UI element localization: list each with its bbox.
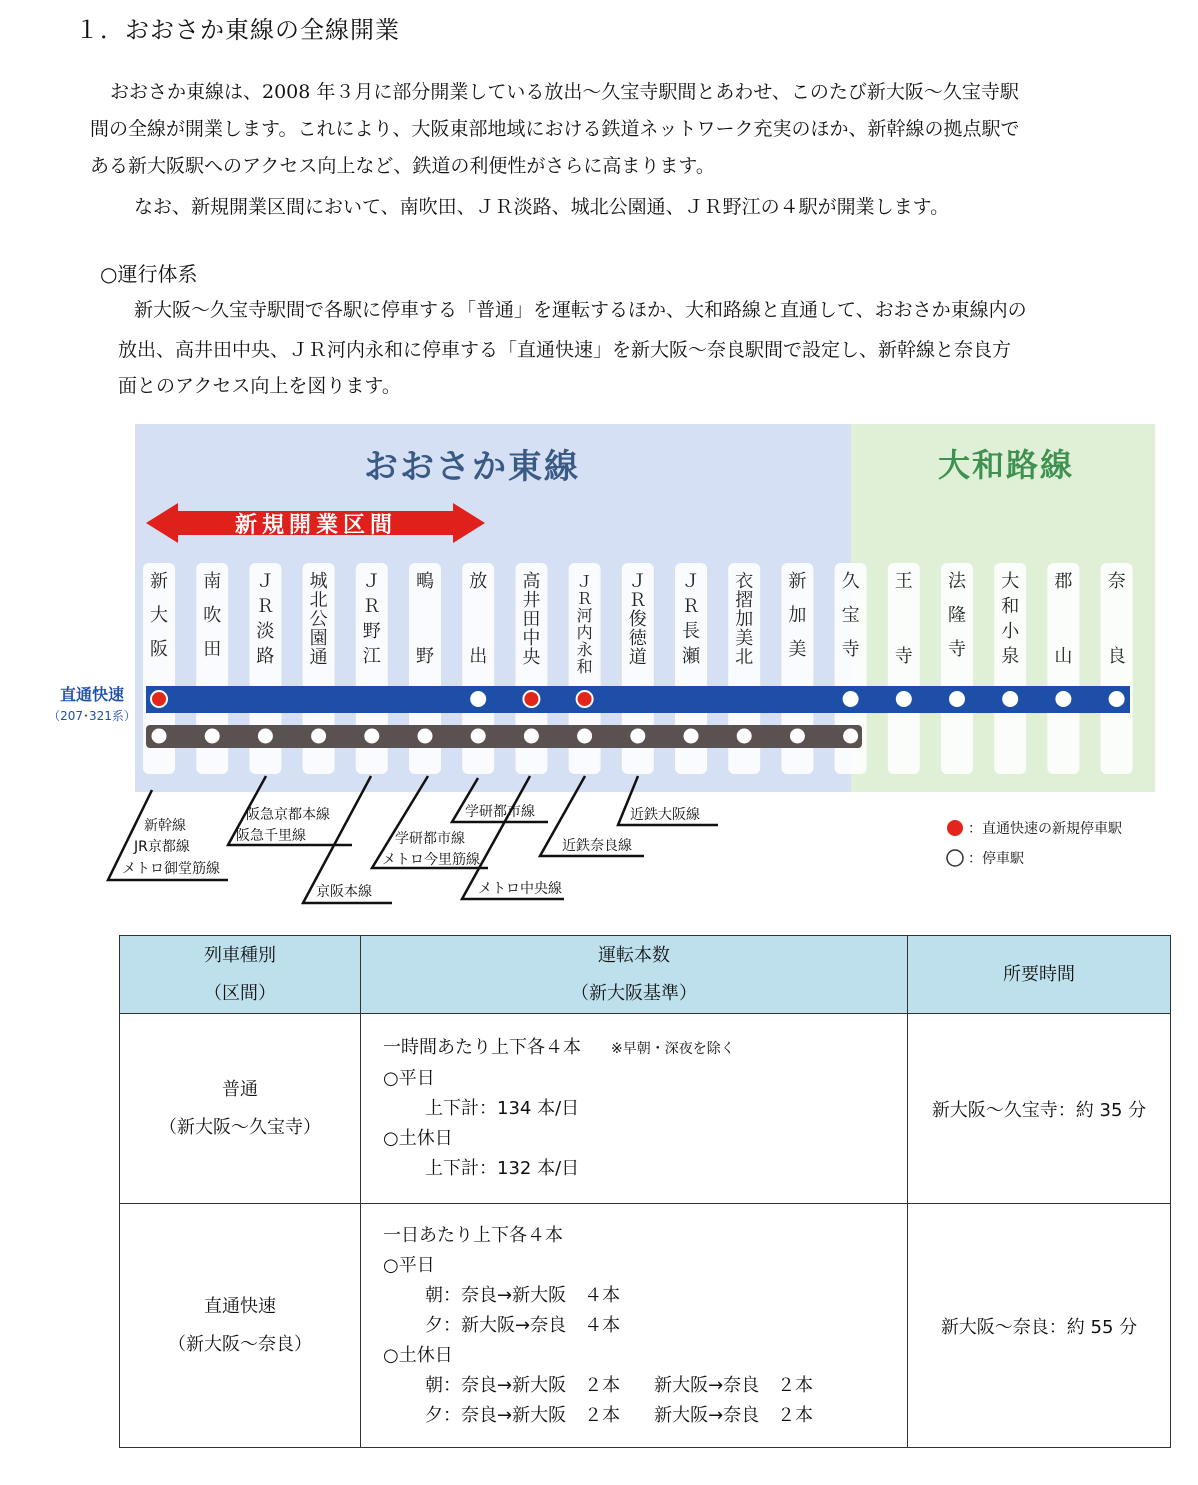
station-name-char: 和 xyxy=(1001,596,1020,617)
transfer-line-label: メトロ中央線 xyxy=(478,881,562,897)
line-title-yamatoji: 大和路線 xyxy=(937,446,1075,484)
section-line-2: 放出、高井田中央、ＪＲ河内永和に停車する「直通快速」を新大阪〜奈良駅間で設定し、新幹線と奈良方 xyxy=(118,339,1012,361)
table-row xyxy=(120,1014,1171,1204)
station-name-char: 通 xyxy=(309,647,328,668)
station-name-char: 山 xyxy=(1054,646,1073,667)
station-name-char: 泉 xyxy=(1001,646,1020,667)
row-type: 普通 （新大阪〜久宝寺） xyxy=(120,1014,361,1204)
station-name-char: 河 xyxy=(576,606,593,625)
station-name-char: 淡 xyxy=(256,621,275,642)
station-name-char: 良 xyxy=(1107,646,1126,667)
rapid-sublabel: （207･321系） xyxy=(48,709,136,723)
station-name-char: 園 xyxy=(309,628,328,649)
station-name-char: 北 xyxy=(735,647,754,668)
station-name-char: 寺 xyxy=(948,639,966,660)
operations-table xyxy=(119,935,1171,1448)
rapid-stop-marker xyxy=(1055,691,1071,707)
transfer-line-label: メトロ御堂筋線 xyxy=(122,861,220,877)
station-name-char: Ｊ xyxy=(576,572,593,591)
transfer-line-label: 学研都市線 xyxy=(395,831,465,847)
station-name-char: 阪 xyxy=(150,639,168,660)
rapid-label: 直通快速 xyxy=(59,685,125,704)
station-name-char: 野 xyxy=(362,621,381,642)
station-name-char: Ｒ xyxy=(362,596,381,617)
intro-line-1: おおさか東線は、2008 年３月に部分開業している放出〜久宝寺駅間とあわせ、このたび新大阪〜久宝寺駅 xyxy=(110,81,1019,103)
legend-new-stop-label: ：直通快速の新規停車駅 xyxy=(968,821,1122,837)
local-stop-marker xyxy=(843,729,858,744)
section-title: ○運行体系 xyxy=(100,262,198,286)
header-runs: 運転本数 （新大阪基準） xyxy=(361,936,908,1014)
station-name-char: 徳 xyxy=(628,628,647,649)
station-name-char: 王 xyxy=(894,571,913,592)
station-column xyxy=(888,563,920,774)
station-name-char: 央 xyxy=(522,647,541,668)
row-runs: 一時間あたり上下各４本 ※早朝・深夜を除く ○平日 上下計：134 本/日 ○土休日 上下計：132 本/日 xyxy=(361,1014,908,1204)
station-name-char: 和 xyxy=(576,657,593,676)
station-name-char: 北 xyxy=(309,590,328,611)
local-stop-marker xyxy=(258,729,273,744)
legend-new-stop-icon xyxy=(947,820,963,836)
station-name-char: 加 xyxy=(735,609,754,630)
intro-line-4: なお、新規開業区間において、南吹田、ＪＲ淡路、城北公園通、ＪＲ野江の４駅が開業します。 xyxy=(134,196,950,218)
local-stop-marker xyxy=(577,729,592,744)
rapid-stop-marker xyxy=(1002,691,1018,707)
station-column xyxy=(1047,563,1079,774)
station-name-char: 摺 xyxy=(735,590,754,611)
station-name-char: Ｊ xyxy=(256,571,275,592)
station-column xyxy=(994,563,1026,774)
header-type: 列車種別 （区間） xyxy=(120,936,361,1014)
transfer-line-label: 阪急京都本線 xyxy=(246,807,330,823)
local-stop-marker xyxy=(524,729,539,744)
local-stop-marker xyxy=(205,729,220,744)
heading: １．おおさか東線の全線開業 xyxy=(75,16,400,44)
new-section-label: 新規開業区間 xyxy=(234,513,398,538)
local-service-line xyxy=(146,725,862,748)
transfer-line-label: 阪急千里線 xyxy=(236,828,306,844)
station-name-char: Ｊ xyxy=(628,571,647,592)
transfer-line-label: 近鉄大阪線 xyxy=(630,807,700,823)
station-name-char: 大 xyxy=(150,605,168,626)
station-name-char: 道 xyxy=(628,647,647,668)
station-name-char: Ｒ xyxy=(256,596,275,617)
row-type: 直通快速 （新大阪〜奈良） xyxy=(120,1204,361,1448)
station-name-char: 内 xyxy=(576,623,593,642)
station-column xyxy=(941,563,973,774)
rapid-stop-marker xyxy=(896,691,912,707)
station-name-char: 新 xyxy=(150,571,168,592)
station-name-char: Ｒ xyxy=(682,596,700,617)
local-stop-marker xyxy=(471,729,486,744)
rapid-stop-marker xyxy=(470,691,486,707)
transfer-line-label: JR京都線 xyxy=(134,839,190,855)
rapid-service-line xyxy=(146,686,1130,713)
station-name-char: 郡 xyxy=(1054,571,1073,592)
transfer-line-label: メトロ今里筋線 xyxy=(382,852,480,868)
transfer-line-label: 近鉄奈良線 xyxy=(562,838,632,854)
transfer-line-label: 新幹線 xyxy=(144,818,186,834)
rapid-stop-marker xyxy=(1109,691,1125,707)
local-stop-marker xyxy=(630,729,645,744)
station-name-char: Ｒ xyxy=(628,590,647,611)
station-name-char: 法 xyxy=(948,571,966,592)
row-runs: 一日あたり上下各４本 ○平日 朝：奈良→新大阪 ４本 夕：新大阪→奈良 ４本 ○土休日 朝：奈良→新大阪 ２本 新大阪→奈良 ２本 夕：奈良→新大阪 ２本 新大阪→奈良 ２本 xyxy=(361,1204,908,1448)
station-name-char: 中 xyxy=(522,628,541,649)
station-name-char: Ｊ xyxy=(362,571,381,592)
station-name-char: Ｊ xyxy=(682,571,700,592)
station-name-char: 小 xyxy=(1001,621,1020,642)
local-stop-marker xyxy=(790,729,805,744)
station-name-char: 奈 xyxy=(1107,571,1126,592)
station-name-char: 放 xyxy=(469,571,488,592)
station-name-char: 美 xyxy=(735,628,754,649)
station-name-char: 野 xyxy=(416,646,434,667)
rapid-stop-marker xyxy=(843,691,859,707)
rapid-new-stop-marker xyxy=(151,691,167,707)
station-name-char: Ｒ xyxy=(576,589,593,608)
legend-stop-icon xyxy=(947,850,963,866)
station-name-char: 井 xyxy=(522,590,541,611)
station-name-char: 城 xyxy=(309,571,328,592)
local-stop-marker xyxy=(311,729,326,744)
rapid-new-stop-marker xyxy=(523,691,539,707)
station-name-char: 瀬 xyxy=(682,646,700,667)
station-name-char: 長 xyxy=(682,621,700,642)
station-name-char: 衣 xyxy=(735,571,754,592)
local-stop-marker xyxy=(737,729,752,744)
station-name-char: 田 xyxy=(203,639,222,660)
intro-line-3: ある新大阪駅へのアクセス向上など、鉄道の利便性がさらに高まります。 xyxy=(90,155,715,177)
station-name-char: 吹 xyxy=(203,605,222,626)
header-time: 所要時間 xyxy=(908,936,1171,1014)
station-name-char: 永 xyxy=(576,640,593,659)
transfer-line-label: 学研都市線 xyxy=(465,804,535,820)
station-name-char: 大 xyxy=(1001,571,1020,592)
rapid-new-stop-marker xyxy=(577,691,593,707)
transfer-line-label: 京阪本線 xyxy=(316,884,372,900)
station-name-char: 鴫 xyxy=(416,571,434,592)
station-column xyxy=(1101,563,1133,774)
section-line-1: 新大阪〜久宝寺駅間で各駅に停車する「普通」を運転するほか、大和路線と直通して、おおさか東線内の xyxy=(134,299,1027,321)
local-stop-marker xyxy=(418,729,433,744)
local-stop-marker xyxy=(364,729,379,744)
intro-line-2: 間の全線が開業します。これにより、大阪東部地域における鉄道ネットワーク充実のほか、新幹線の拠点駅で xyxy=(90,118,1020,140)
row-time: 新大阪〜奈良：約 55 分 xyxy=(908,1204,1171,1448)
station-name-char: 南 xyxy=(203,571,222,592)
local-stop-marker xyxy=(152,729,167,744)
station-name-char: 宝 xyxy=(841,605,860,626)
station-name-char: 高 xyxy=(522,571,541,592)
section-line-3: 面とのアクセス向上を図ります。 xyxy=(118,375,401,397)
station-name-char: 田 xyxy=(522,609,541,630)
station-name-char: 美 xyxy=(788,639,807,660)
station-name-char: 新 xyxy=(788,571,807,592)
station-name-char: 俊 xyxy=(628,609,647,630)
station-name-char: 江 xyxy=(362,646,381,667)
legend-stop-label: ：停車駅 xyxy=(968,851,1024,867)
station-name-char: 路 xyxy=(256,646,275,667)
station-name-char: 隆 xyxy=(948,605,966,626)
line-title-osaka-higashi: おおさか東線 xyxy=(364,447,580,487)
local-stop-marker xyxy=(684,729,699,744)
table-row xyxy=(120,1204,1171,1448)
row-time: 新大阪〜久宝寺：約 35 分 xyxy=(908,1014,1171,1204)
station-name-char: 加 xyxy=(788,605,807,626)
station-name-char: 久 xyxy=(841,571,860,592)
rapid-stop-marker xyxy=(949,691,965,707)
station-name-char: 公 xyxy=(309,609,328,630)
station-name-char: 寺 xyxy=(894,646,913,667)
station-name-char: 出 xyxy=(469,646,488,667)
station-name-char: 寺 xyxy=(841,639,860,660)
